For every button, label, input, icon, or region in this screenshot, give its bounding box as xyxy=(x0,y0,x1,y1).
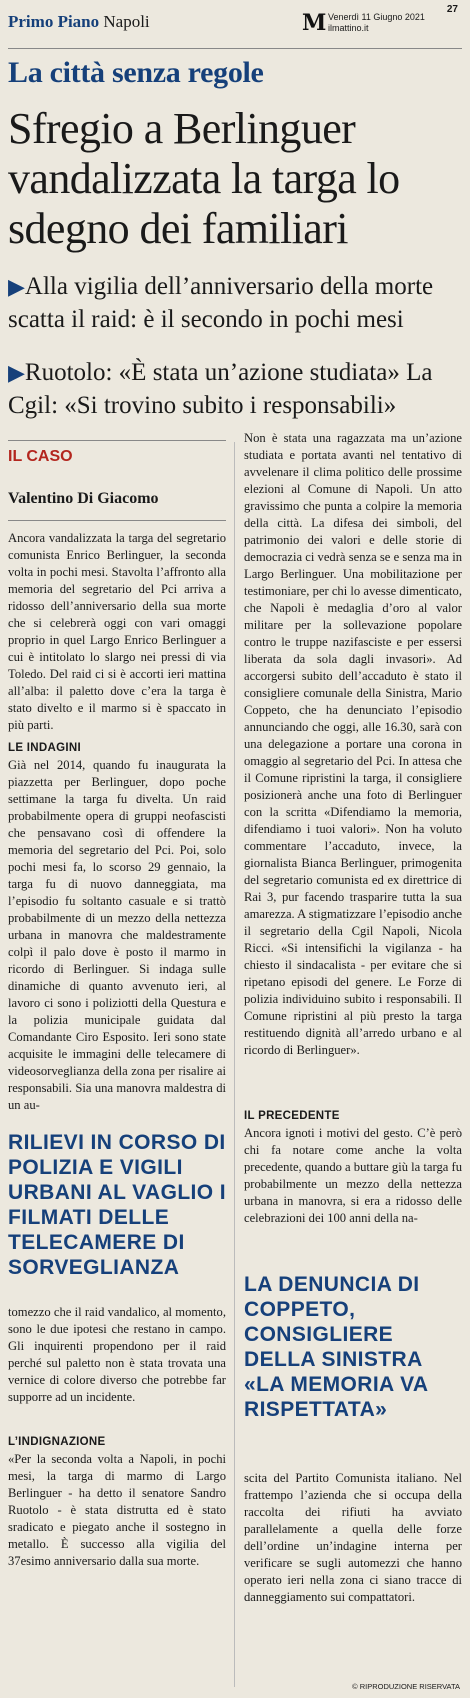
pull-quote-right: LA DENUNCIA DI COPPETO, CONSIGLIERE DELLA SINISTRA «LA MEMORIA VA RISPETTATA» xyxy=(244,1273,428,1421)
section-city: Napoli xyxy=(103,12,150,31)
subhead-indignazione: L’INDIGNAZIONE xyxy=(8,1436,106,1448)
subhead-indagini: LE INDAGINI xyxy=(8,742,81,754)
kicker: La città senza regole xyxy=(8,56,264,89)
right-column-bottom xyxy=(244,1470,462,1606)
indagini-paragraph: Già nel 2014, quando fu inaugurata la piazzetta per Berlinguer, dopo poche settimane la targa fu divelta. Un raid probabilmente opera di gruppi neofascisti che pensavano così di offendere la memoria del segretario del Pci. Poi, solo pochi mesi fa, lo scorso 29 gennaio, la targa fu di nuovo danneggiata, ma l’episodio fu soltanto casuale e si trattò probabilmente di un mezzo della nettezza urbana in manovra che maldestramente colpì il palo dove è posto il marmo in ricordo di Berlinguer. Si indaga sulle dinamiche di quanto avvenuto ieri, al lavoro ci sono i poliziotti della Questura e la polizia municipale guidata dal Comandante Ciro Esposito. Ieri sono state acquisite le immagini delle telecamere di videosorveglianza della zona per risalire ai responsabili. Sia una manovra maldestra di un au- xyxy=(8,758,226,1112)
right-main-paragraph: Non è stata una ragazzata ma un’azione studiata e portata avanti nel tentativo di avvelenare il clima politico delle prossime elezioni al Comune di Napoli. Un atto gravissimo che punta a colpire la memoria della città. La difesa dei simboli, del patrimonio dei valori e delle storie di democrazia ci vedrà senza se e senza ma in Largo Berlinguer. Una mobilitazione per testimoniare, per chi lo avesse dimenticato, che Napoli è medaglia d’oro al valor militare per la sollevazione popolare contro le truppe nazifasciste e per essersi liberata da sola dagli invasori». Ad accorgersi subito dell’accaduto è stato il consigliere comunale della Sinistra, Mario Coppeto, che ha denunciato l’episodio annunciando che oggi, alle 16.30, sarà con una delegazione a portare una corona in omaggio al segretario del Pci. In attesa che il Comune ripristini la targa, il consigliere posizionerà anche una foto di Berlinguer con la scritta «Difendiamo la memoria, difendiamo i tuoi valori». Non ha voluto commentare l’accaduto, invece, la giornalista Bianca Berlinguer, primogenita del segretario comunista ed ex direttrice di Rai 3, pur facendo trasparire tutta la sua amarezza. A stigmatizzare l’episodio anche il segretario della Cgil Napoli, Nicola Ricci. «Si intensifichi la vigilanza - ha chiesto il sindacalista - per evitare che si ripetano episodi del genere. Le Forze di polizia individuino subito i responsabili. Il Comune ripristini al più presto la targa restituendo dignità all’arredo urbano e al ricordo di Berlinguer». xyxy=(244,431,462,1057)
issue-date: Venerdì 11 Giugno 2021 xyxy=(328,12,425,22)
precedente-paragraph: Ancora ignoti i motivi del gesto. C’è però chi fa notare come anche la volta precedente, quando a buttare giù la targa fu probabilmente un mezzo della nettezza urbana in manovra, si era a ridosso delle celebrazioni dei 100 anni della na- xyxy=(244,1126,462,1225)
subhead-precedente: IL PRECEDENTE xyxy=(244,1110,340,1122)
byline: Valentino Di Giacomo xyxy=(8,490,159,507)
byline-rule xyxy=(8,520,226,521)
section-rule xyxy=(8,440,226,441)
story-label: IL CASO xyxy=(8,448,73,465)
date-block xyxy=(328,12,425,34)
after-pull-paragraph: tomezzo che il raid vandalico, al momento, sono le due ipotesi che restano in campo. Gli inquirenti propendono per il raid perché sul paletto non è stata trovata una vernice di colore diverso che potrebbe far supporre ad un incidente. xyxy=(8,1305,226,1404)
deck-text-1: Alla vigilia dell’anniversario della morte scatta il raid: è il secondo in pochi mesi xyxy=(8,273,434,333)
headline: Sfregio a Berlinguer vandalizzata la targa lo sdegno dei familiari xyxy=(8,104,400,253)
indignazione-paragraph: «Per la seconda volta a Napoli, in pochi mesi, la targa di marmo di Largo Berlinguer - ha detto il senatore Sandro Ruotolo - è stata distrutta ed è stato sradicato e piegato anche il sostegno in metallo. È successo alla vigilia del 37esimo anniversario dalla sua morte. xyxy=(8,1452,226,1568)
section-label xyxy=(8,12,150,32)
site-url: ilmattino.it xyxy=(328,23,369,33)
section-name: Primo Piano xyxy=(8,12,100,31)
copyright-notice: © RIPRODUZIONE RISERVATA xyxy=(352,1682,460,1691)
triangle-icon: ▶ xyxy=(8,360,25,385)
left-column-bottom xyxy=(8,1304,226,1406)
header-rule xyxy=(8,48,462,49)
right-column-precedente xyxy=(244,1108,462,1227)
deck-line-1 xyxy=(8,270,466,336)
right-column-main xyxy=(244,430,462,1059)
left-column-indignazione xyxy=(8,1434,226,1570)
triangle-icon: ▶ xyxy=(8,274,25,299)
intro-paragraph: Ancora vandalizzata la targa del segretario comunista Enrico Berlinguer, la seconda volta in pochi mesi. Stavolta l’affronto alla memoria del segretario del Pci arriva a ridosso dell’anniversario della sua morte che si celebrerà oggi con vari omaggi proprio in quel Largo Enrico Berlinguer a cui è intitolato lo slargo nei pressi di via Toledo. Del raid ci si è accorti ieri mattina all’alba: il paletto dove c’era la targa è stato divelto e il marmo si è spaccato in più parti. xyxy=(8,531,226,732)
right-after-pull-paragraph: scita del Partito Comunista italiano. Nel frattempo l’azienda che si occupa della raccolta dei rifiuti ha avviato parallelamente a quella delle forze dell’ordine un’indagine interna per verificare se sugli automezzi che hanno operato ieri nella zona ci siano tracce di danneggiamento sui compattatori. xyxy=(244,1471,462,1604)
pull-quote-left: RILIEVI IN CORSO DI POLIZIA E VIGILI URBANI AL VAGLIO I FILMATI DELLE TELECAMERE DI SORVEGLIANZA xyxy=(8,1131,226,1279)
deck-line-2 xyxy=(8,356,466,422)
deck-text-2: Ruotolo: «È stata un’azione studiata» La Cgil: «Si trovino subito i responsabili» xyxy=(8,359,433,419)
page-number: 27 xyxy=(446,4,458,15)
newspaper-logo: M xyxy=(302,10,327,36)
left-column-indagini xyxy=(8,740,226,1114)
left-column-top xyxy=(8,530,226,734)
masthead-bar xyxy=(8,4,462,42)
column-divider xyxy=(234,442,235,1687)
